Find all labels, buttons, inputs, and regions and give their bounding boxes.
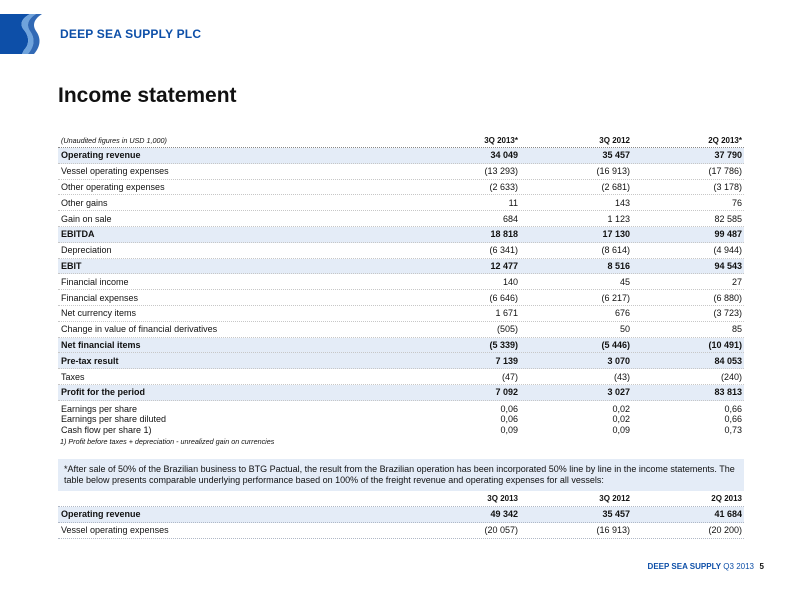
row-label: Financial income	[61, 276, 129, 287]
table-row	[58, 338, 744, 354]
cell-value: (2 633)	[489, 181, 518, 192]
comparable-header-row	[58, 491, 744, 507]
cell-value: 85	[731, 324, 742, 335]
cell-value: (6 646)	[489, 292, 518, 303]
cell-value: (6 341)	[489, 245, 518, 256]
row-label: Vessel operating expenses	[61, 166, 169, 177]
cell-value: (505)	[496, 324, 518, 335]
per-share-block	[58, 401, 744, 437]
units-note: (Unaudited figures in USD 1,000)	[61, 136, 167, 145]
column-header: 2Q 2013	[711, 494, 742, 503]
footnote: 1) Profit before taxes + depreciation - unrealized gain on currencies	[60, 437, 275, 446]
column-header: 3Q 2013*	[484, 136, 518, 145]
cell-value: 7 092	[495, 387, 518, 398]
income-statement-table	[58, 134, 744, 437]
cell-value: (6 880)	[713, 292, 742, 303]
cell-value: 50	[619, 324, 630, 335]
row-label: Gain on sale	[61, 213, 112, 224]
cell-value: 18 818	[490, 229, 518, 240]
cell-value: (2 681)	[601, 181, 630, 192]
cell-value: 27	[731, 276, 742, 287]
row-label: Change in value of financial derivatives	[61, 324, 218, 335]
cell-value: 3 027	[607, 387, 630, 398]
company-logo	[0, 14, 46, 54]
table-row	[58, 290, 744, 306]
cell-value: 8 516	[607, 260, 630, 271]
table-row	[58, 523, 744, 539]
cell-value: (240)	[720, 371, 742, 382]
cell-value: (13 293)	[484, 166, 518, 177]
per-share-label: Earnings per share diluted	[61, 414, 167, 425]
row-label: Net currency items	[61, 308, 137, 319]
table-header-row	[58, 134, 744, 148]
footer-brand	[648, 562, 754, 571]
table-row	[58, 369, 744, 385]
row-label: Financial expenses	[61, 292, 139, 303]
row-label: Other operating expenses	[61, 181, 165, 192]
cell-value: (8 614)	[601, 245, 630, 256]
table-row	[58, 148, 744, 164]
cell-value: 676	[614, 308, 630, 319]
table-row	[58, 507, 744, 523]
cell-value: 12 477	[490, 260, 518, 271]
cell-value: 94 543	[714, 260, 742, 271]
cell-value: 143	[614, 197, 630, 208]
table-row	[58, 274, 744, 290]
cell-value: 84 053	[714, 355, 742, 366]
cell-value: 83 813	[714, 387, 742, 398]
cell-value: 82 585	[714, 213, 742, 224]
cell-value: 3 070	[607, 355, 630, 366]
row-label: Vessel operating expenses	[61, 525, 169, 536]
table-row	[58, 322, 744, 338]
cell-value: (16 913)	[596, 525, 630, 536]
table-row	[58, 227, 744, 243]
cell-value: (20 200)	[708, 525, 742, 536]
cell-value: 1 671	[495, 308, 518, 319]
per-share-value: 0,66	[724, 414, 742, 425]
cell-value: (20 057)	[484, 525, 518, 536]
table-row	[58, 385, 744, 401]
cell-value: (43)	[613, 371, 630, 382]
per-share-value: 0,73	[724, 424, 742, 435]
per-share-label: Earnings per share	[61, 403, 138, 414]
row-label: Depreciation	[61, 245, 112, 256]
cell-value: (6 217)	[601, 292, 630, 303]
cell-value: 7 139	[495, 355, 518, 366]
per-share-value: 0,09	[612, 424, 630, 435]
table-row	[58, 306, 744, 322]
row-label: Operating revenue	[61, 150, 141, 161]
cell-value: (3 723)	[713, 308, 742, 319]
per-share-value: 0,06	[500, 414, 518, 425]
table-row	[58, 180, 744, 196]
footer-period: Q3 2013	[723, 562, 754, 571]
cell-value: 76	[731, 197, 742, 208]
row-label: Profit for the period	[61, 387, 145, 398]
cell-value: (16 913)	[596, 166, 630, 177]
column-header: 3Q 2012	[599, 494, 630, 503]
cell-value: 35 457	[602, 150, 630, 161]
cell-value: 17 130	[602, 229, 630, 240]
per-share-value: 0,09	[500, 424, 518, 435]
row-label: EBITDA	[61, 229, 95, 240]
row-label: Taxes	[61, 371, 85, 382]
cell-value: 11	[508, 197, 518, 208]
company-name: DEEP SEA SUPPLY PLC	[60, 27, 202, 41]
page-title: Income statement	[58, 84, 237, 107]
cell-value: 140	[502, 276, 518, 287]
per-share-value: 0,66	[724, 403, 742, 414]
table-row	[58, 259, 744, 275]
cell-value: (3 178)	[713, 181, 742, 192]
table-row	[58, 211, 744, 227]
footer-brand-name: DEEP SEA SUPPLY	[647, 562, 722, 571]
cell-value: (10 491)	[708, 339, 742, 350]
row-label: EBIT	[61, 260, 82, 271]
cell-value: (5 339)	[489, 339, 518, 350]
cell-value: 41 684	[714, 509, 742, 520]
cell-value: (4 944)	[713, 245, 742, 256]
column-header: 3Q 2012	[599, 136, 630, 145]
comparable-performance-box	[58, 459, 744, 539]
cell-value: 49 342	[490, 509, 518, 520]
per-share-value: 0,06	[500, 403, 518, 414]
cell-value: (5 446)	[601, 339, 630, 350]
page-number: 5	[759, 562, 764, 571]
column-header: 3Q 2013	[487, 494, 518, 503]
per-share-value: 0,02	[612, 403, 630, 414]
row-label: Other gains	[61, 197, 108, 208]
cell-value: 99 487	[714, 229, 742, 240]
row-label: Net financial items	[61, 339, 141, 350]
comparable-table	[58, 491, 744, 539]
cell-value: 684	[502, 213, 518, 224]
per-share-value: 0,02	[612, 414, 630, 425]
cell-value: (17 786)	[708, 166, 742, 177]
column-header: 2Q 2013*	[708, 136, 742, 145]
table-row	[58, 164, 744, 180]
table-row	[58, 195, 744, 211]
cell-value: 35 457	[602, 509, 630, 520]
cell-value: (47)	[501, 371, 518, 382]
row-label: Pre-tax result	[61, 355, 119, 366]
per-share-label: Cash flow per share 1)	[61, 424, 152, 435]
box-note: *After sale of 50% of the Brazilian business to BTG Pactual, the result from the Brazilian operation has been incorporated 50% line by line in the income statements. The table below presents comparable underlying performance based on 100% of the freight revenue and operating expenses for all vessels:	[64, 464, 735, 485]
cell-value: 45	[619, 276, 630, 287]
cell-value: 37 790	[714, 150, 742, 161]
cell-value: 1 123	[607, 213, 630, 224]
cell-value: 34 049	[490, 150, 518, 161]
table-row	[58, 353, 744, 369]
table-row	[58, 243, 744, 259]
row-label: Operating revenue	[61, 509, 141, 520]
